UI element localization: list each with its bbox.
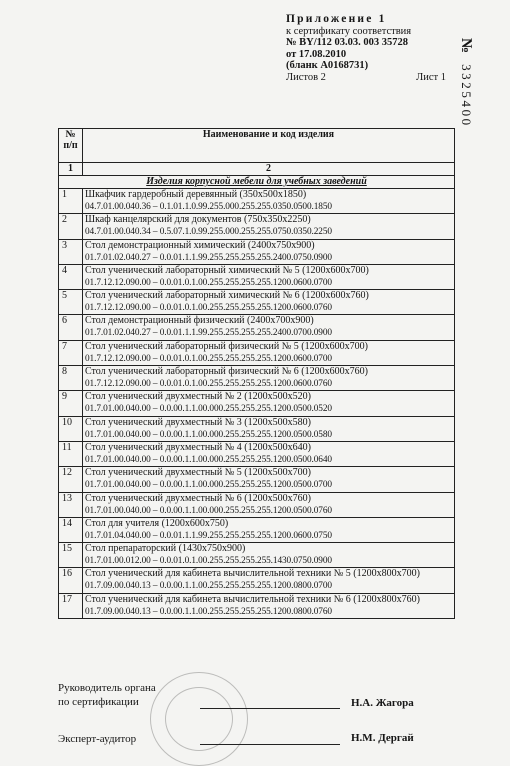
sheet-count: Листов 2: [286, 71, 326, 83]
row-number: 8: [59, 366, 83, 391]
product-name: Стол ученический лабораторный химический № 6 (1200x600x760): [85, 290, 369, 302]
head-signature-line: [200, 708, 340, 709]
product-name: Стол демонстрационный химический (2400x750x900): [85, 239, 315, 251]
table-row: [59, 239, 455, 264]
row-number: 4: [59, 264, 83, 289]
product-name: Стол препараторский (1430x750x900): [85, 543, 246, 555]
expert-name: Н.М. Дергай: [351, 732, 414, 744]
head-name: Н.А. Жагора: [351, 697, 414, 709]
row-content: [83, 315, 455, 340]
table-row: [59, 315, 455, 340]
head-title-line2: по сертификации: [58, 696, 139, 708]
sheet-info: [286, 72, 446, 84]
section-title: Изделия корпусной мебели для учебных заведений: [59, 176, 455, 189]
product-code: 01.7.09.00.040.13 – 0.0.00.1.1.00.255.255.255.255.1200.0800.0700: [85, 581, 332, 592]
product-name: Стол ученический для кабинета вычислительной техники № 6 (1200x800x760): [85, 593, 420, 605]
product-name: Стол ученический лабораторный химический № 5 (1200x600x700): [85, 264, 369, 276]
expert-signature-block: [58, 732, 136, 746]
row-number: 1: [59, 189, 83, 214]
product-code: 01.7.01.00.012.00 – 0.0.01.0.1.00.255.255.255.255.1430.0750.0900: [85, 556, 332, 567]
row-content: [83, 593, 455, 618]
certificate-date: от 17.08.2010: [286, 48, 347, 60]
row-content: [83, 366, 455, 391]
product-code: 01.7.01.02.040.27 – 0.0.01.1.1.99.255.255.255.255.2400.0700.0900: [85, 328, 332, 339]
row-content: [83, 517, 455, 542]
table-row: [59, 467, 455, 492]
form-serial-number: [457, 38, 474, 128]
product-code: 01.7.09.00.040.13 – 0.0.00.1.1.00.255.255.255.255.1200.0800.0760: [85, 606, 332, 617]
head-signature-block: [58, 681, 156, 709]
product-name: Стол ученический двухместный № 6 (1200x500x760): [85, 492, 311, 504]
serial-prefix: №: [458, 38, 474, 55]
row-number: 14: [59, 517, 83, 542]
table-row: [59, 492, 455, 517]
row-content: [83, 189, 455, 214]
row-number: 13: [59, 492, 83, 517]
product-code: 01.7.01.00.040.00 – 0.0.00.1.1.00.000.255.255.255.1200.0500.0520: [85, 404, 332, 415]
table-row: [59, 441, 455, 466]
column-index-1: 1: [59, 163, 83, 176]
product-name: Стол для учителя (1200x600x750): [85, 517, 229, 529]
table-row: [59, 416, 455, 441]
row-number: 3: [59, 239, 83, 264]
product-name: Стол ученический двухместный № 3 (1200x500x580): [85, 416, 311, 428]
row-number: 10: [59, 416, 83, 441]
product-name: Шкаф канцелярский для документов (750x350x2250): [85, 214, 311, 226]
column-number-label: № п/п: [63, 129, 78, 151]
product-name: Шкафчик гардеробный деревянный (350x500x1850): [85, 189, 307, 200]
table-row: [59, 593, 455, 618]
row-number: 11: [59, 441, 83, 466]
product-name: Стол демонстрационный физический (2400x700x900): [85, 315, 314, 327]
column-index-2: 2: [83, 163, 455, 176]
product-code: 01.7.01.00.040.00 – 0.0.00.1.1.00.000.255.255.255.1200.0500.0580: [85, 429, 332, 440]
table-row: [59, 568, 455, 593]
official-seal-stamp: [150, 672, 248, 766]
row-number: 15: [59, 543, 83, 568]
row-content: [83, 416, 455, 441]
table-row: [59, 290, 455, 315]
document-header: [286, 14, 446, 84]
product-code: 04.7.01.00.040.36 – 0.1.01.1.0.99.255.000.255.255.0350.0500.1850: [85, 202, 332, 212]
row-content: [83, 290, 455, 315]
table-header-row: [59, 129, 455, 163]
row-content: [83, 340, 455, 365]
serial-value: 3325400: [459, 64, 474, 128]
product-name: Стол ученический для кабинета вычислительной техники № 5 (1200x800x700): [85, 568, 420, 580]
product-code: 01.7.01.02.040.27 – 0.0.01.1.1.99.255.255.255.255.2400.0750.0900: [85, 252, 332, 263]
head-title-line1: Руководитель органа: [58, 682, 156, 694]
row-content: [83, 214, 455, 239]
row-content: [83, 264, 455, 289]
table-row: [59, 264, 455, 289]
expert-title: Эксперт-аудитор: [58, 733, 137, 745]
product-name: Стол ученический двухместный № 4 (1200x500x640): [85, 441, 311, 453]
product-code: 01.7.01.00.040.00 – 0.0.00.1.1.00.000.255.255.255.1200.0500.0760: [85, 505, 332, 516]
row-number: 12: [59, 467, 83, 492]
row-content: [83, 239, 455, 264]
table-row: [59, 543, 455, 568]
product-code: 01.7.01.04.040.00 – 0.0.01.1.1.99.255.255.255.255.1200.0600.0750: [85, 530, 332, 541]
row-number: 9: [59, 391, 83, 416]
row-content: [83, 568, 455, 593]
product-table: [58, 128, 455, 619]
table-row: [59, 340, 455, 365]
table-row: [59, 366, 455, 391]
row-number: 7: [59, 340, 83, 365]
row-content: [83, 441, 455, 466]
product-name: Стол ученический двухместный № 5 (1200x500x700): [85, 467, 311, 479]
row-content: [83, 492, 455, 517]
row-number: 6: [59, 315, 83, 340]
product-name: Стол ученический двухместный № 2 (1200x500x520): [85, 391, 311, 403]
certificate-number: № BY/112 03.03. 003 35728: [286, 37, 408, 49]
table-row: [59, 391, 455, 416]
row-number: 2: [59, 214, 83, 239]
column-header-number: [59, 129, 83, 163]
table-row: [59, 189, 455, 214]
column-header-name: Наименование и код изделия: [83, 129, 455, 163]
form-number: (бланк А0168731): [286, 60, 369, 72]
row-number: 16: [59, 568, 83, 593]
table-row: [59, 517, 455, 542]
column-index-row: [59, 163, 455, 176]
product-name: Стол ученический лабораторный физический № 6 (1200x600x760): [85, 366, 368, 378]
product-code: 01.7.12.12.090.00 – 0.0.01.0.1.00.255.255.255.255.1200.0600.0760: [85, 303, 332, 314]
expert-signature-line: [200, 744, 340, 745]
table-row: [59, 214, 455, 239]
product-name: Стол ученический лабораторный физический № 5 (1200x600x700): [85, 340, 368, 352]
section-row: [59, 176, 455, 189]
product-code: 01.7.12.12.090.00 – 0.0.01.0.1.00.255.255.255.255.1200.0600.0760: [85, 379, 332, 390]
sheet-index: Лист 1: [416, 71, 446, 83]
product-code: 01.7.01.00.040.00 – 0.0.00.1.1.00.000.255.255.255.1200.0500.0640: [85, 454, 332, 465]
certificate-ref-line: к сертификату соответствия: [286, 25, 412, 37]
row-content: [83, 543, 455, 568]
row-number: 5: [59, 290, 83, 315]
row-number: 17: [59, 593, 83, 618]
product-code: 04.7.01.00.040.34 – 0.5.07.1.0.99.255.000.255.255.0750.0350.2250: [85, 227, 332, 238]
product-code: 01.7.12.12.090.00 – 0.0.01.0.1.00.255.255.255.255.1200.0600.0700: [85, 353, 332, 364]
row-content: [83, 391, 455, 416]
appendix-title: Приложение 1: [286, 13, 387, 25]
row-content: [83, 467, 455, 492]
product-code: 01.7.01.00.040.00 – 0.0.00.1.1.00.000.255.255.255.1200.0500.0700: [85, 480, 332, 491]
product-code: 01.7.12.12.090.00 – 0.0.01.0.1.00.255.255.255.255.1200.0600.0700: [85, 277, 332, 288]
